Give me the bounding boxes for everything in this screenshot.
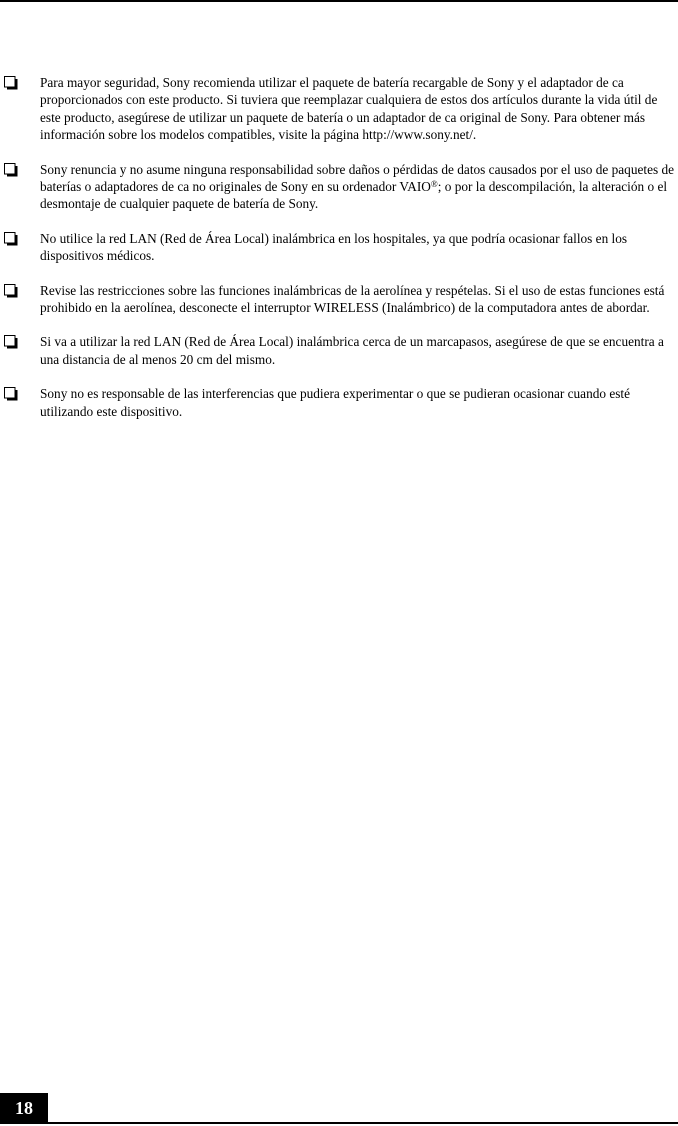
list-item: [4, 74, 676, 144]
list-item: [4, 385, 676, 420]
list-item-text: Para mayor seguridad, Sony recomienda utilizar el paquete de batería recargable de Sony y el adaptador de ca proporcionados con este producto. Si tuviera que reemplazar cualquiera de estos dos artículos durante la vida útil de este producto, asegúrese de utilizar un paquete de batería o un adaptador de ca original de Sony. Para obtener más información sobre los modelos compatibles, visite la página http://www.sony.net/.: [40, 75, 658, 143]
bottom-rule: [0, 1122, 678, 1124]
checkbox-icon: [4, 387, 18, 401]
page-number: 18: [0, 1093, 48, 1123]
list-item-text: Revise las restricciones sobre las funciones inalámbricas de la aerolínea y respételas. Si el uso de estas funciones está prohibido en la aerolínea, desconecte el interruptor WIRELESS (Inalámbrico) de la computadora antes de abordar.: [40, 282, 665, 316]
checkbox-icon: [4, 76, 18, 90]
list-item: [4, 282, 676, 317]
list-item: [4, 333, 676, 368]
list-item: [4, 230, 676, 265]
safety-notice-list: [4, 74, 676, 437]
list-item-text: Sony no es responsable de las interferencias que pudiera experimentar o que se pudieran ocasionar cuando esté utilizando este dispositivo.: [40, 386, 631, 419]
checkbox-icon: [4, 284, 18, 298]
list-item-text-before: Sony renuncia y no asume ninguna responsabilidad sobre daños o pérdidas de datos causados por el uso de paquetes de baterías o adaptadores de ca no originales de Sony en su ordenador VAIO: [40, 161, 675, 195]
list-item-text: Si va a utilizar la red LAN (Red de Área Local) inalámbrica cerca de un marcapasos, asegúrese de que se encuentra a una distancia de al menos 20 cm del mismo.: [40, 334, 664, 367]
top-rule: [0, 0, 678, 2]
checkbox-icon: [4, 335, 18, 349]
list-item: [4, 161, 676, 213]
list-item-text: [40, 161, 676, 213]
list-item-text-after: ; o por la descompilación, la alteración o el desmontaje de cualquier paquete de batería de Sony.: [40, 179, 668, 212]
checkbox-icon: [4, 232, 18, 246]
list-item-text: No utilice la red LAN (Red de Área Local) inalámbrica en los hospitales, ya que podría ocasionar fallos en los dispositivos médicos.: [40, 230, 628, 264]
registered-mark: ®: [430, 179, 438, 190]
checkbox-icon: [4, 163, 18, 177]
